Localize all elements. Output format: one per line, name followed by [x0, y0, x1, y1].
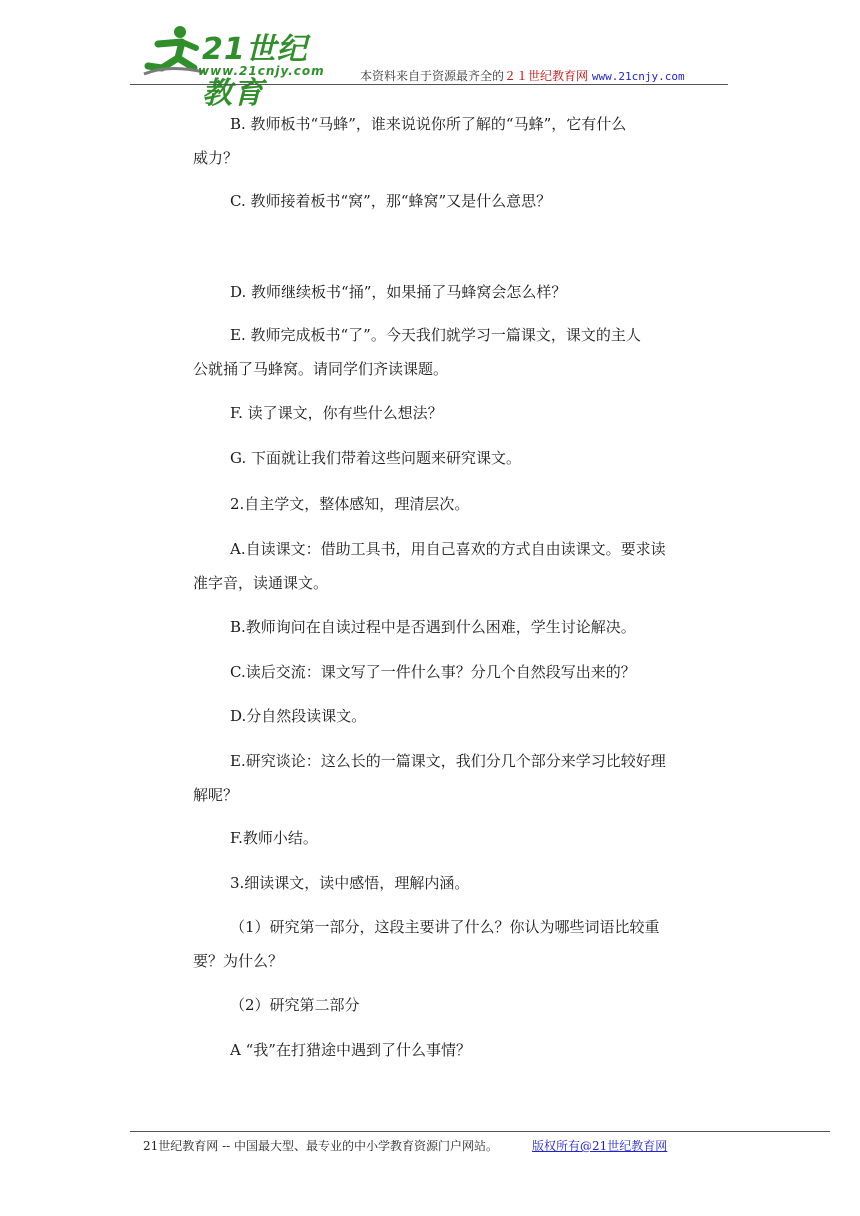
header-note-url[interactable]: www.21cnjy.com	[591, 70, 685, 83]
paragraph-line: D. 教师继续板书“捅”，如果捅了马蜂窝会怎么样？	[230, 283, 567, 301]
paragraph-line: B. 教师板书“马蜂”，谁来说说你所了解的“马蜂”，它有什么	[230, 115, 627, 133]
paragraph-line: F.教师小结。	[230, 829, 318, 847]
paragraph-line: E.研究谈论：这么长的一篇课文，我们分几个部分来学习比较好理	[230, 752, 666, 770]
paragraph-line: 公就捅了马蜂窝。请同学们齐读课题。	[193, 360, 449, 378]
copyright-link[interactable]: 版权所有@21世纪教育网	[532, 1139, 668, 1153]
footer-text: 21世纪教育网 -- 中国最大型、最专业的中小学教育资源门户网站。	[143, 1139, 499, 1153]
paragraph-line: G. 下面就让我们带着这些问题来研究课文。	[230, 449, 521, 467]
header-divider	[130, 84, 728, 85]
logo-title: 21世纪教育	[202, 32, 308, 111]
paragraph-line: C.读后交流：课文写了一件什么事？分几个自然段写出来的？	[230, 663, 636, 681]
header-note-highlight[interactable]: ２１世纪教育网	[504, 69, 589, 83]
footer-divider	[130, 1131, 830, 1132]
paragraph-line: E. 教师完成板书“了”。今天我们就学习一篇课文，课文的主人	[230, 326, 641, 344]
paragraph-line: C. 教师接着板书“窝”，那“蜂窝”又是什么意思？	[230, 192, 552, 210]
paragraph-line: A.自读课文：借助工具书，用自己喜欢的方式自由读课文。要求读	[230, 540, 666, 558]
page-footer	[143, 1137, 667, 1154]
paragraph-line: 威力？	[193, 149, 239, 167]
paragraph-line: A “我”在打猎途中遇到了什么事情？	[230, 1041, 471, 1059]
paragraph-line: （2）研究第二部分	[230, 996, 360, 1014]
paragraph-line: 准字音，读通课文。	[193, 574, 329, 592]
paragraph-line: 2.自主学文，整体感知，理清层次。	[230, 495, 470, 513]
page-header	[0, 0, 860, 111]
paragraph-line: 解呢？	[193, 786, 239, 804]
paragraph-line: B.教师询问在自读过程中是否遇到什么困难，学生讨论解决。	[230, 618, 636, 636]
header-note	[360, 67, 685, 84]
site-logo[interactable]	[138, 24, 338, 111]
paragraph-line: （1）研究第一部分，这段主要讲了什么？你认为哪些词语比较重	[230, 918, 660, 936]
paragraph-line: 要？为什么？	[193, 952, 284, 970]
paragraph-line: 3.细读课文，读中感悟，理解内涵。	[230, 874, 470, 892]
header-note-prefix: 本资料来自于资源最齐全的	[360, 69, 505, 83]
paragraph-line: F. 读了课文，你有些什么想法？	[230, 404, 443, 422]
paragraph-line: D.分自然段读课文。	[230, 707, 367, 725]
logo-url: www.21cnjy.com	[198, 64, 325, 78]
